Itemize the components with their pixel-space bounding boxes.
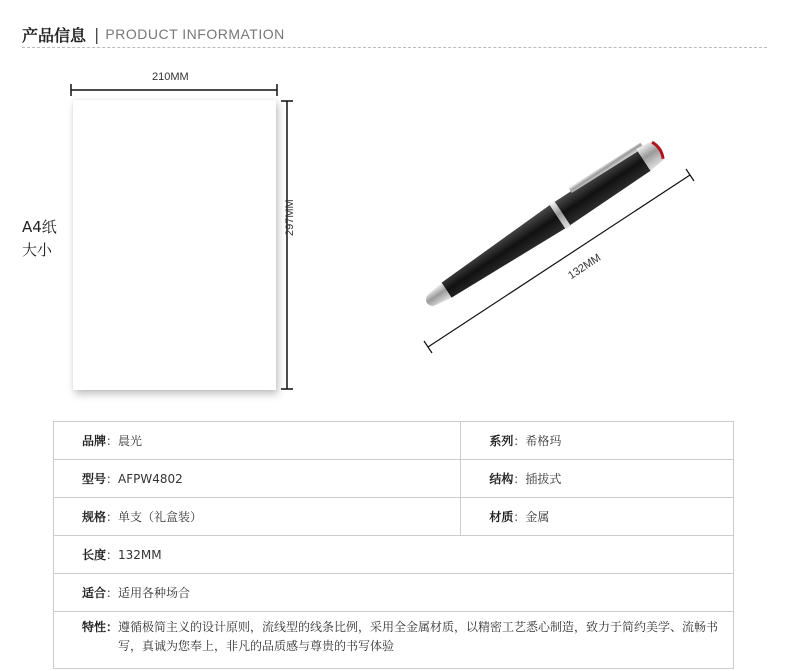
colon: ： [106,434,119,448]
pen-image [400,125,690,325]
spec-value: AFPW4802 [118,472,183,486]
spec-feature [54,612,734,669]
table-row [54,612,734,669]
spec-key: 结构 [489,472,514,486]
spec-key: 品牌 [82,434,107,448]
spec-value: 单支（礼盒装） [118,510,203,524]
spec-key: 材质 [489,510,514,524]
spec-value: 晨光 [118,434,143,448]
spec-value: 适用各种场合 [118,586,191,600]
paper-height-label: 297MM [284,199,296,236]
spec-key: 长度 [82,548,107,562]
spec-value: 金属 [525,510,550,524]
spec-packaging [54,498,461,536]
spec-key: 特性 [82,620,107,634]
paper-width-label: 210MM [152,71,189,83]
spec-suitable [54,574,734,612]
a4-label-line1: A4纸 [22,218,57,236]
colon: ： [106,510,119,524]
spec-value: 插拔式 [525,472,562,486]
colon: ： [513,472,526,486]
spec-key: 型号 [82,472,107,486]
colon: ： [106,548,119,562]
spec-material [461,498,734,536]
spec-length [54,536,734,574]
title-separator: | [94,24,100,44]
table-row [54,422,734,460]
spec-value: 遵循极简主义的设计原则，流线型的线条比例，采用全金属材质，以精密工艺悉心制造，致力于简约美学、流畅书写，真诚为您奉上，非凡的品质感与尊贵的书写体验 [118,620,719,653]
spec-value: 132MM [118,548,162,562]
colon: ： [106,586,119,600]
table-row [54,536,734,574]
spec-structure [461,460,734,498]
colon: ： [106,620,119,634]
a4-size-label [22,216,57,262]
spec-table [53,421,734,669]
spec-series [461,422,734,460]
colon: ： [106,472,119,486]
spec-key: 系列 [489,434,514,448]
colon: ： [513,510,526,524]
spec-brand [54,422,461,460]
table-row [54,498,734,536]
section-title-cn: 产品信息 [22,25,87,45]
spec-value: 希格玛 [525,434,562,448]
table-row [54,574,734,612]
a4-label-line2: 大小 [22,241,53,259]
pen-length-label: 132MM [566,251,604,283]
table-row [54,460,734,498]
section-title-en: PRODUCT INFORMATION [105,26,285,42]
spec-key: 规格 [82,510,107,524]
spec-key: 适合 [82,586,107,600]
spec-model [54,460,461,498]
colon: ： [513,434,526,448]
a4-paper [73,100,276,390]
